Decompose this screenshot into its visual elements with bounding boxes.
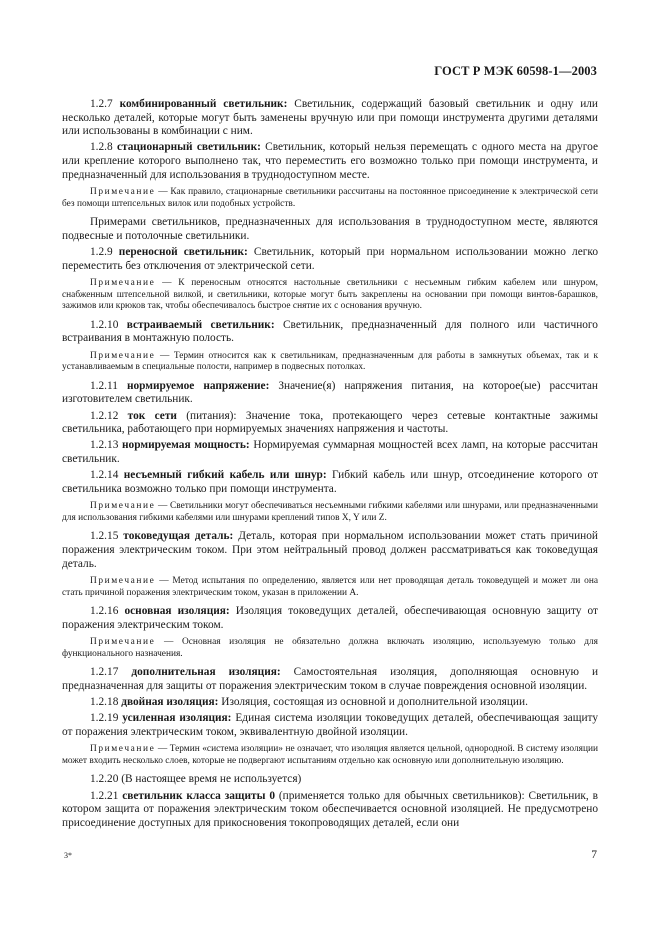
note-paragraph (62, 744, 598, 767)
clause-number: 1.2.16 (90, 605, 119, 618)
clause-number: 1.2.21 (90, 789, 119, 802)
defined-term: нормируемое напряжение: (126, 379, 270, 392)
defined-term: комбинированный светильник: (119, 98, 288, 110)
definition-paragraph (62, 696, 598, 710)
definition-text: Нормируемая суммарная мощностей всех ламп, на которые рассчитан светильник. (62, 439, 599, 465)
document-body (62, 98, 598, 833)
note-text: — Как правило, стационарные светильники рассчитаны на постоянное присоединение к электрической сети без помощи штепсельных вилок или подобных устройств. (62, 187, 598, 209)
definition-text: Светильник, содержащий базовый светильник и одну или несколько деталей, которые могут быть заменены вручную или при помощи инструмента другими деталями или использованы в комбинации с ним. (62, 98, 599, 138)
defined-term: переносной светильник: (118, 245, 248, 258)
definition-paragraph (62, 246, 598, 273)
clause-number: 1.2.12 (90, 409, 119, 422)
clause-number: 1.2.9 (90, 245, 113, 258)
definition-paragraph (62, 605, 598, 632)
note-label: Примечание (90, 501, 156, 512)
defined-term: светильник класса защиты 0 (122, 789, 276, 802)
definition-paragraph (62, 410, 598, 437)
note-paragraph (62, 501, 598, 524)
clause-number: 1.2.10 (90, 318, 119, 331)
definition-paragraph (62, 712, 598, 739)
note-text: — Метод испытания по определению, является или нет проводящая деталь токоведущей и может ли она стать причиной поражения электрическим током, указан в приложении А. (62, 576, 598, 598)
definition-paragraph (62, 98, 598, 139)
defined-term: основная изоляция: (124, 605, 230, 618)
note-text: — К переносным относятся настольные светильники с несъемным гибким кабелем или шнуром, снабженным штепсельной вилкой, и светильники, которые могут быть закреплены на основании при помощи винтов-барашков, зажимов или крюков так, чтобы обеспечивалось быстрое снятие их с основания вручную. (62, 278, 598, 312)
definition-text: Деталь, которая при нормальном использовании может стать причиной поражения электрическим током. При этом нейтральный провод должен рассматриваться как токоведущая деталь. (62, 530, 598, 570)
definition-text: Единая система изоляции токоведущих деталей, обеспечивающая защиту от поражения электрическим током, эквивалентную двойной изоляции. (62, 712, 598, 738)
standard-designation-header: ГОСТ Р МЭК 60598-1—2003 (434, 64, 597, 78)
note-label: Примечание (90, 350, 156, 361)
note-label: Примечание (90, 187, 156, 198)
defined-term: ток сети (127, 409, 177, 422)
definition-text: Светильник, который нельзя перемещать с одного места на другое или крепление которого выполнено так, что переместить его возможно только при помощи инструмента, и предназначенный для использования в труднодоступном месте. (62, 141, 599, 181)
note-paragraph (62, 637, 598, 660)
defined-term: нормируемая мощность: (122, 439, 250, 452)
definition-paragraph (62, 530, 598, 571)
definition-text: Светильник, который при нормальном использовании можно легко переместить без отключения от электрической сети. (62, 245, 598, 272)
note-paragraph (62, 187, 598, 210)
clause-number: 1.2.14 (90, 469, 119, 482)
defined-term: двойная изоляция: (121, 696, 219, 709)
defined-term: дополнительная изоляция: (131, 666, 281, 679)
note-label: Примечание (90, 744, 156, 755)
note-text: — Основная изоляция не обязательно должна включать изоляцию, используемую только для функционального назначения. (62, 637, 598, 659)
body-paragraph (62, 773, 598, 787)
note-paragraph (62, 278, 598, 313)
definition-text: Изоляция, состоящая из основной и дополнительной изоляции. (218, 696, 528, 709)
clause-number: 1.2.15 (90, 530, 119, 543)
definition-text: Значение(я) напряжения питания, на которое(ые) рассчитан изготовителем светильник. (62, 379, 598, 406)
page-number: 7 (591, 849, 597, 861)
signature-mark: 3* (64, 851, 72, 860)
clause-number: 1.2.11 (90, 379, 118, 392)
definition-text: Изоляция токоведущих деталей, обеспечивающая основную защиту от поражения электрическим током. (62, 605, 598, 631)
definition-paragraph (62, 666, 598, 693)
note-paragraph (62, 351, 598, 374)
note-text: — Светильники могут обеспечиваться несъемными гибкими кабелями или шнурами, или предназначенными для использования гибкими кабелями или шнурами креплений типов X, Y или Z. (62, 501, 598, 523)
body-paragraph (62, 216, 598, 243)
defined-term: токоведущая деталь: (123, 530, 234, 543)
note-label: Примечание (90, 576, 156, 587)
defined-term: стационарный светильник: (116, 141, 261, 154)
definition-text: Самостоятельная изоляция, дополняющая основную и предназначенная для защиты от поражения электрическим током в случае повреждения основной изоляции. (62, 666, 599, 692)
note-label: Примечание (90, 637, 156, 648)
definition-paragraph (62, 469, 598, 496)
definition-text: Светильник, предназначенный для полного или частичного встраивания в монтажную полость. (62, 318, 598, 345)
definition-text: Гибкий кабель или шнур, отсоединение которого от светильника возможно только при помощи инструмента. (62, 469, 599, 495)
note-text: — Термин относится как к светильникам, предназначенным для работы в замкнутых объемах, так и к устанавливаемым в специальные полости, например в подвесных потолках. (62, 350, 598, 373)
clause-number: 1.2.19 (90, 712, 119, 725)
note-text: — Термин «система изоляции» не означает, что изоляция является цельной, однородной. В систему изоляции может входить несколько слоев, которые не подвергают испытаниям отдельно как основную или дополнительную изоляцию. (62, 744, 598, 766)
definition-paragraph (62, 319, 598, 346)
note-label: Примечание (90, 278, 156, 289)
clause-number: 1.2.8 (90, 141, 113, 154)
clause-number: 1.2.13 (90, 439, 119, 452)
clause-number: 1.2.7 (90, 98, 113, 110)
definition-text: (питания): Значение тока, протекающего через сетевые контактные зажимы светильника, работающего при нормируемых значениях напряжения и частоты. (62, 409, 598, 436)
note-paragraph (62, 576, 598, 599)
defined-term: усиленная изоляция: (122, 712, 232, 725)
definition-paragraph (62, 141, 598, 182)
clause-number: 1.2.18 (90, 696, 119, 709)
paragraph-text: 1.2.20 (В настоящее время не используется) (90, 773, 302, 786)
defined-term: несъемный гибкий кабель или шнур: (123, 469, 327, 482)
paragraph-text: Примерами светильников, предназначенных для использования в труднодоступном месте, являются подвесные и потолочные светильники. (62, 216, 598, 242)
definition-paragraph (62, 380, 598, 407)
definition-paragraph (62, 439, 598, 466)
definition-text: (применяется только для обычных светильников): Светильник, в котором защита от поражения электрическим током обеспечивается основной изоляцией. Не предусмотрено присоединение доступных для прикосновения токопроводящих деталей, если они (62, 789, 598, 829)
defined-term: встраиваемый светильник: (126, 318, 275, 331)
clause-number: 1.2.17 (90, 666, 119, 679)
definition-paragraph (62, 790, 598, 831)
